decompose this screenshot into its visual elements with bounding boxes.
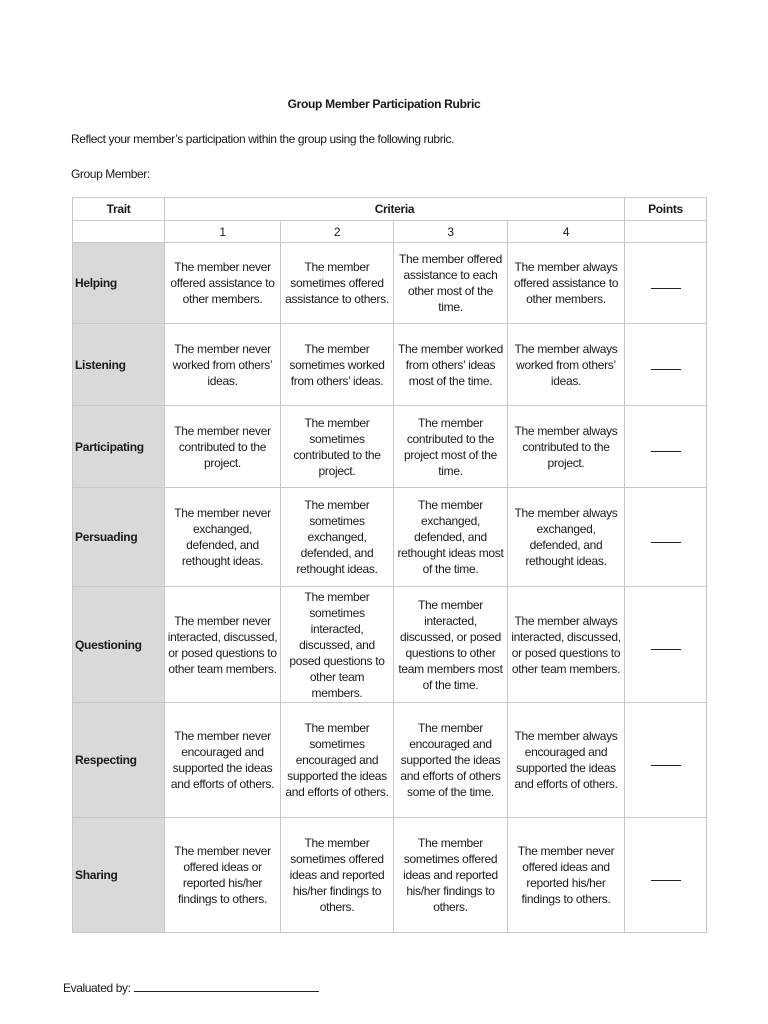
criteria-cell: The member sometimes contributed to the project. (281, 406, 394, 488)
level-3: 3 (394, 221, 508, 243)
criteria-cell: The member sometimes offered ideas and reported his/her findings to others. (394, 818, 508, 933)
instructions-text: Reflect your member’s participation within the group using the following rubric. (71, 132, 455, 146)
points-blank[interactable] (625, 406, 707, 488)
criteria-cell: The member never contributed to the project. (165, 406, 281, 488)
criteria-cell: The member sometimes encouraged and supported the ideas and efforts of others. (281, 703, 394, 818)
criteria-cell: The member never exchanged, defended, and rethought ideas. (165, 488, 281, 587)
trait-header: Trait (73, 198, 165, 221)
table-row (73, 587, 707, 703)
table-row (73, 488, 707, 587)
level-4: 4 (508, 221, 625, 243)
criteria-cell: The member contributed to the project most of the time. (394, 406, 508, 488)
criteria-cell: The member worked from others’ ideas most of the time. (394, 324, 508, 406)
points-line (651, 649, 681, 650)
criteria-cell: The member never offered ideas and reported his/her findings to others. (508, 818, 625, 933)
evaluated-by-line[interactable] (134, 980, 319, 992)
points-line (651, 288, 681, 289)
points-line (651, 542, 681, 543)
evaluated-by (63, 980, 319, 995)
criteria-cell: The member always contributed to the project. (508, 406, 625, 488)
points-blank[interactable] (625, 488, 707, 587)
criteria-header: Criteria (165, 198, 625, 221)
level-1: 1 (165, 221, 281, 243)
points-blank[interactable] (625, 587, 707, 703)
points-header: Points (625, 198, 707, 221)
points-line (651, 765, 681, 766)
points-blank[interactable] (625, 818, 707, 933)
trait-label: Respecting (73, 703, 165, 818)
criteria-cell: The member sometimes offered assistance to others. (281, 243, 394, 324)
criteria-cell: The member always interacted, discussed, or posed questions to other team members. (508, 587, 625, 703)
points-line (651, 880, 681, 881)
criteria-cell: The member never offered assistance to other members. (165, 243, 281, 324)
criteria-cell: The member sometimes worked from others’ ideas. (281, 324, 394, 406)
trait-label: Questioning (73, 587, 165, 703)
trait-label: Persuading (73, 488, 165, 587)
criteria-cell: The member always exchanged, defended, and rethought ideas. (508, 488, 625, 587)
rubric-table (72, 197, 707, 933)
trait-label: Participating (73, 406, 165, 488)
criteria-cell: The member offered assistance to each other most of the time. (394, 243, 508, 324)
points-line (651, 451, 681, 452)
table-row (73, 324, 707, 406)
criteria-cell: The member encouraged and supported the ideas and efforts of others some of the time. (394, 703, 508, 818)
criteria-cell: The member always offered assistance to other members. (508, 243, 625, 324)
level-row (73, 221, 707, 243)
table-row (73, 243, 707, 324)
criteria-cell: The member exchanged, defended, and rethought ideas most of the time. (394, 488, 508, 587)
evaluated-by-label: Evaluated by: (63, 981, 131, 995)
trait-label: Listening (73, 324, 165, 406)
page-title: Group Member Participation Rubric (287, 97, 481, 111)
table-row (73, 703, 707, 818)
header-row (73, 198, 707, 221)
level-spacer (625, 221, 707, 243)
table-row (73, 406, 707, 488)
criteria-cell: The member sometimes exchanged, defended, and rethought ideas. (281, 488, 394, 587)
level-2: 2 (281, 221, 394, 243)
criteria-cell: The member never worked from others’ ideas. (165, 324, 281, 406)
criteria-cell: The member never offered ideas or reported his/her findings to others. (165, 818, 281, 933)
points-blank[interactable] (625, 243, 707, 324)
table-row (73, 818, 707, 933)
criteria-cell: The member interacted, discussed, or posed questions to other team members most of the time. (394, 587, 508, 703)
trait-label: Helping (73, 243, 165, 324)
level-spacer (73, 221, 165, 243)
criteria-cell: The member never interacted, discussed, or posed questions to other team members. (165, 587, 281, 703)
points-blank[interactable] (625, 324, 707, 406)
group-member-label: Group Member: (71, 167, 150, 181)
trait-label: Sharing (73, 818, 165, 933)
criteria-cell: The member always encouraged and supported the ideas and efforts of others. (508, 703, 625, 818)
points-line (651, 369, 681, 370)
criteria-cell: The member sometimes interacted, discussed, and posed questions to other team members. (281, 587, 394, 703)
criteria-cell: The member never encouraged and supported the ideas and efforts of others. (165, 703, 281, 818)
criteria-cell: The member sometimes offered ideas and reported his/her findings to others. (281, 818, 394, 933)
criteria-cell: The member always worked from others’ ideas. (508, 324, 625, 406)
points-blank[interactable] (625, 703, 707, 818)
